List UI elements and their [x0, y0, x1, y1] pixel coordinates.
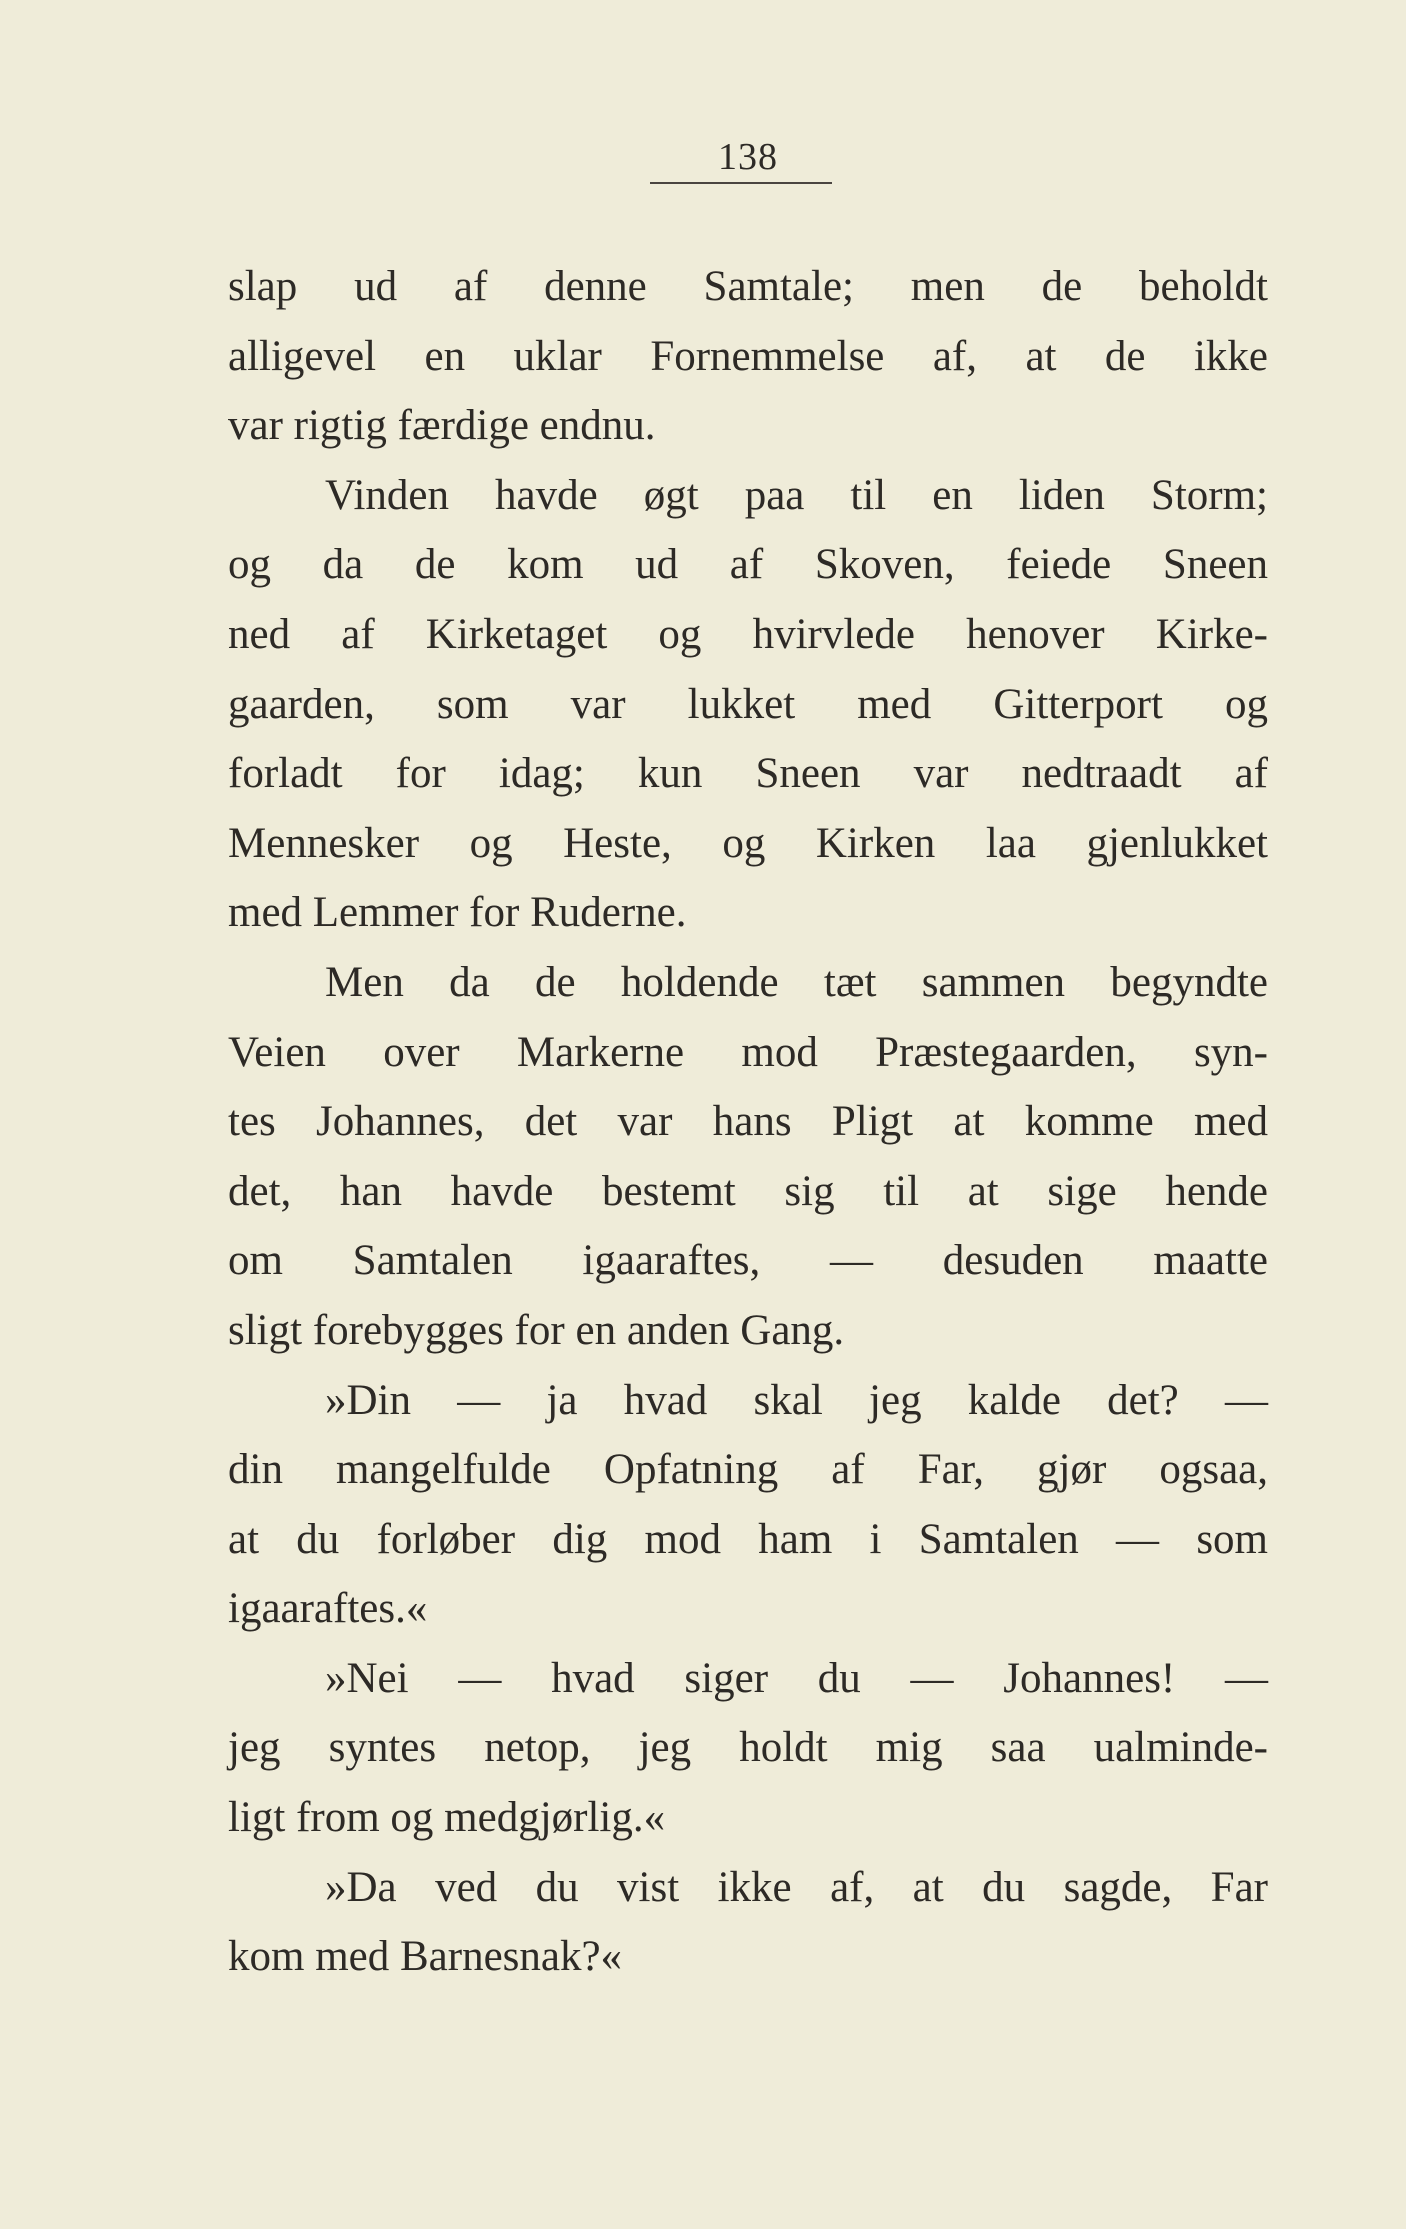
text-line: tes Johannes, det var hans Pligt at komme med	[228, 1098, 1268, 1146]
text-line: slap ud af denne Samtale; men de beholdt	[228, 263, 1268, 310]
text-line: kom med Barnesnak?«	[228, 1933, 623, 1981]
text-line: ligt from og medgjørlig.«	[228, 1794, 666, 1842]
text-line: med Lemmer for Ruderne.	[228, 889, 687, 937]
text-line: »Nei — hvad siger du — Johannes! —	[325, 1654, 1268, 1702]
text-line: ned af Kirketaget og hvirvlede henover Kirke-	[228, 610, 1268, 658]
text-line: at du forløber dig mod ham i Samtalen — som	[228, 1515, 1268, 1563]
text-line: »Din — ja hvad skal jeg kalde det? —	[325, 1376, 1268, 1424]
text-line: alligevel en uklar Fornemmelse af, at de ikke	[228, 332, 1268, 380]
text-line: Men da de holdende tæt sammen begyndte	[325, 958, 1268, 1006]
body-text	[228, 252, 1268, 1992]
page-number-text: 138	[718, 136, 778, 178]
text-line: Veien over Markerne mod Præstegaarden, syn-	[228, 1028, 1268, 1076]
text-line: og da de kom ud af Skoven, feiede Sneen	[228, 541, 1268, 589]
text-line: sligt forebygges for en anden Gang.	[228, 1306, 845, 1354]
text-line: »Da ved du vist ikke af, at du sagde, Far	[325, 1863, 1268, 1911]
text-line: jeg syntes netop, jeg holdt mig saa ualminde-	[228, 1724, 1268, 1772]
text-line: forladt for idag; kun Sneen var nedtraadt af	[228, 750, 1268, 798]
text-line: gaarden, som var lukket med Gitterport og	[228, 680, 1268, 728]
text-line: var rigtig færdige endnu.	[228, 402, 656, 450]
text-line: Vinden havde øgt paa til en liden Storm;	[325, 471, 1268, 519]
text-line: det, han havde bestemt sig til at sige hende	[228, 1167, 1268, 1215]
text-line: igaaraftes.«	[228, 1585, 428, 1633]
text-line: Mennesker og Heste, og Kirken laa gjenlukket	[228, 819, 1268, 867]
text-line: din mangelfulde Opfatning af Far, gjør ogsaa,	[228, 1446, 1268, 1494]
page-number	[650, 138, 830, 184]
page-number-rule	[650, 182, 832, 184]
text-line: om Samtalen igaaraftes, — desuden maatte	[228, 1237, 1268, 1285]
